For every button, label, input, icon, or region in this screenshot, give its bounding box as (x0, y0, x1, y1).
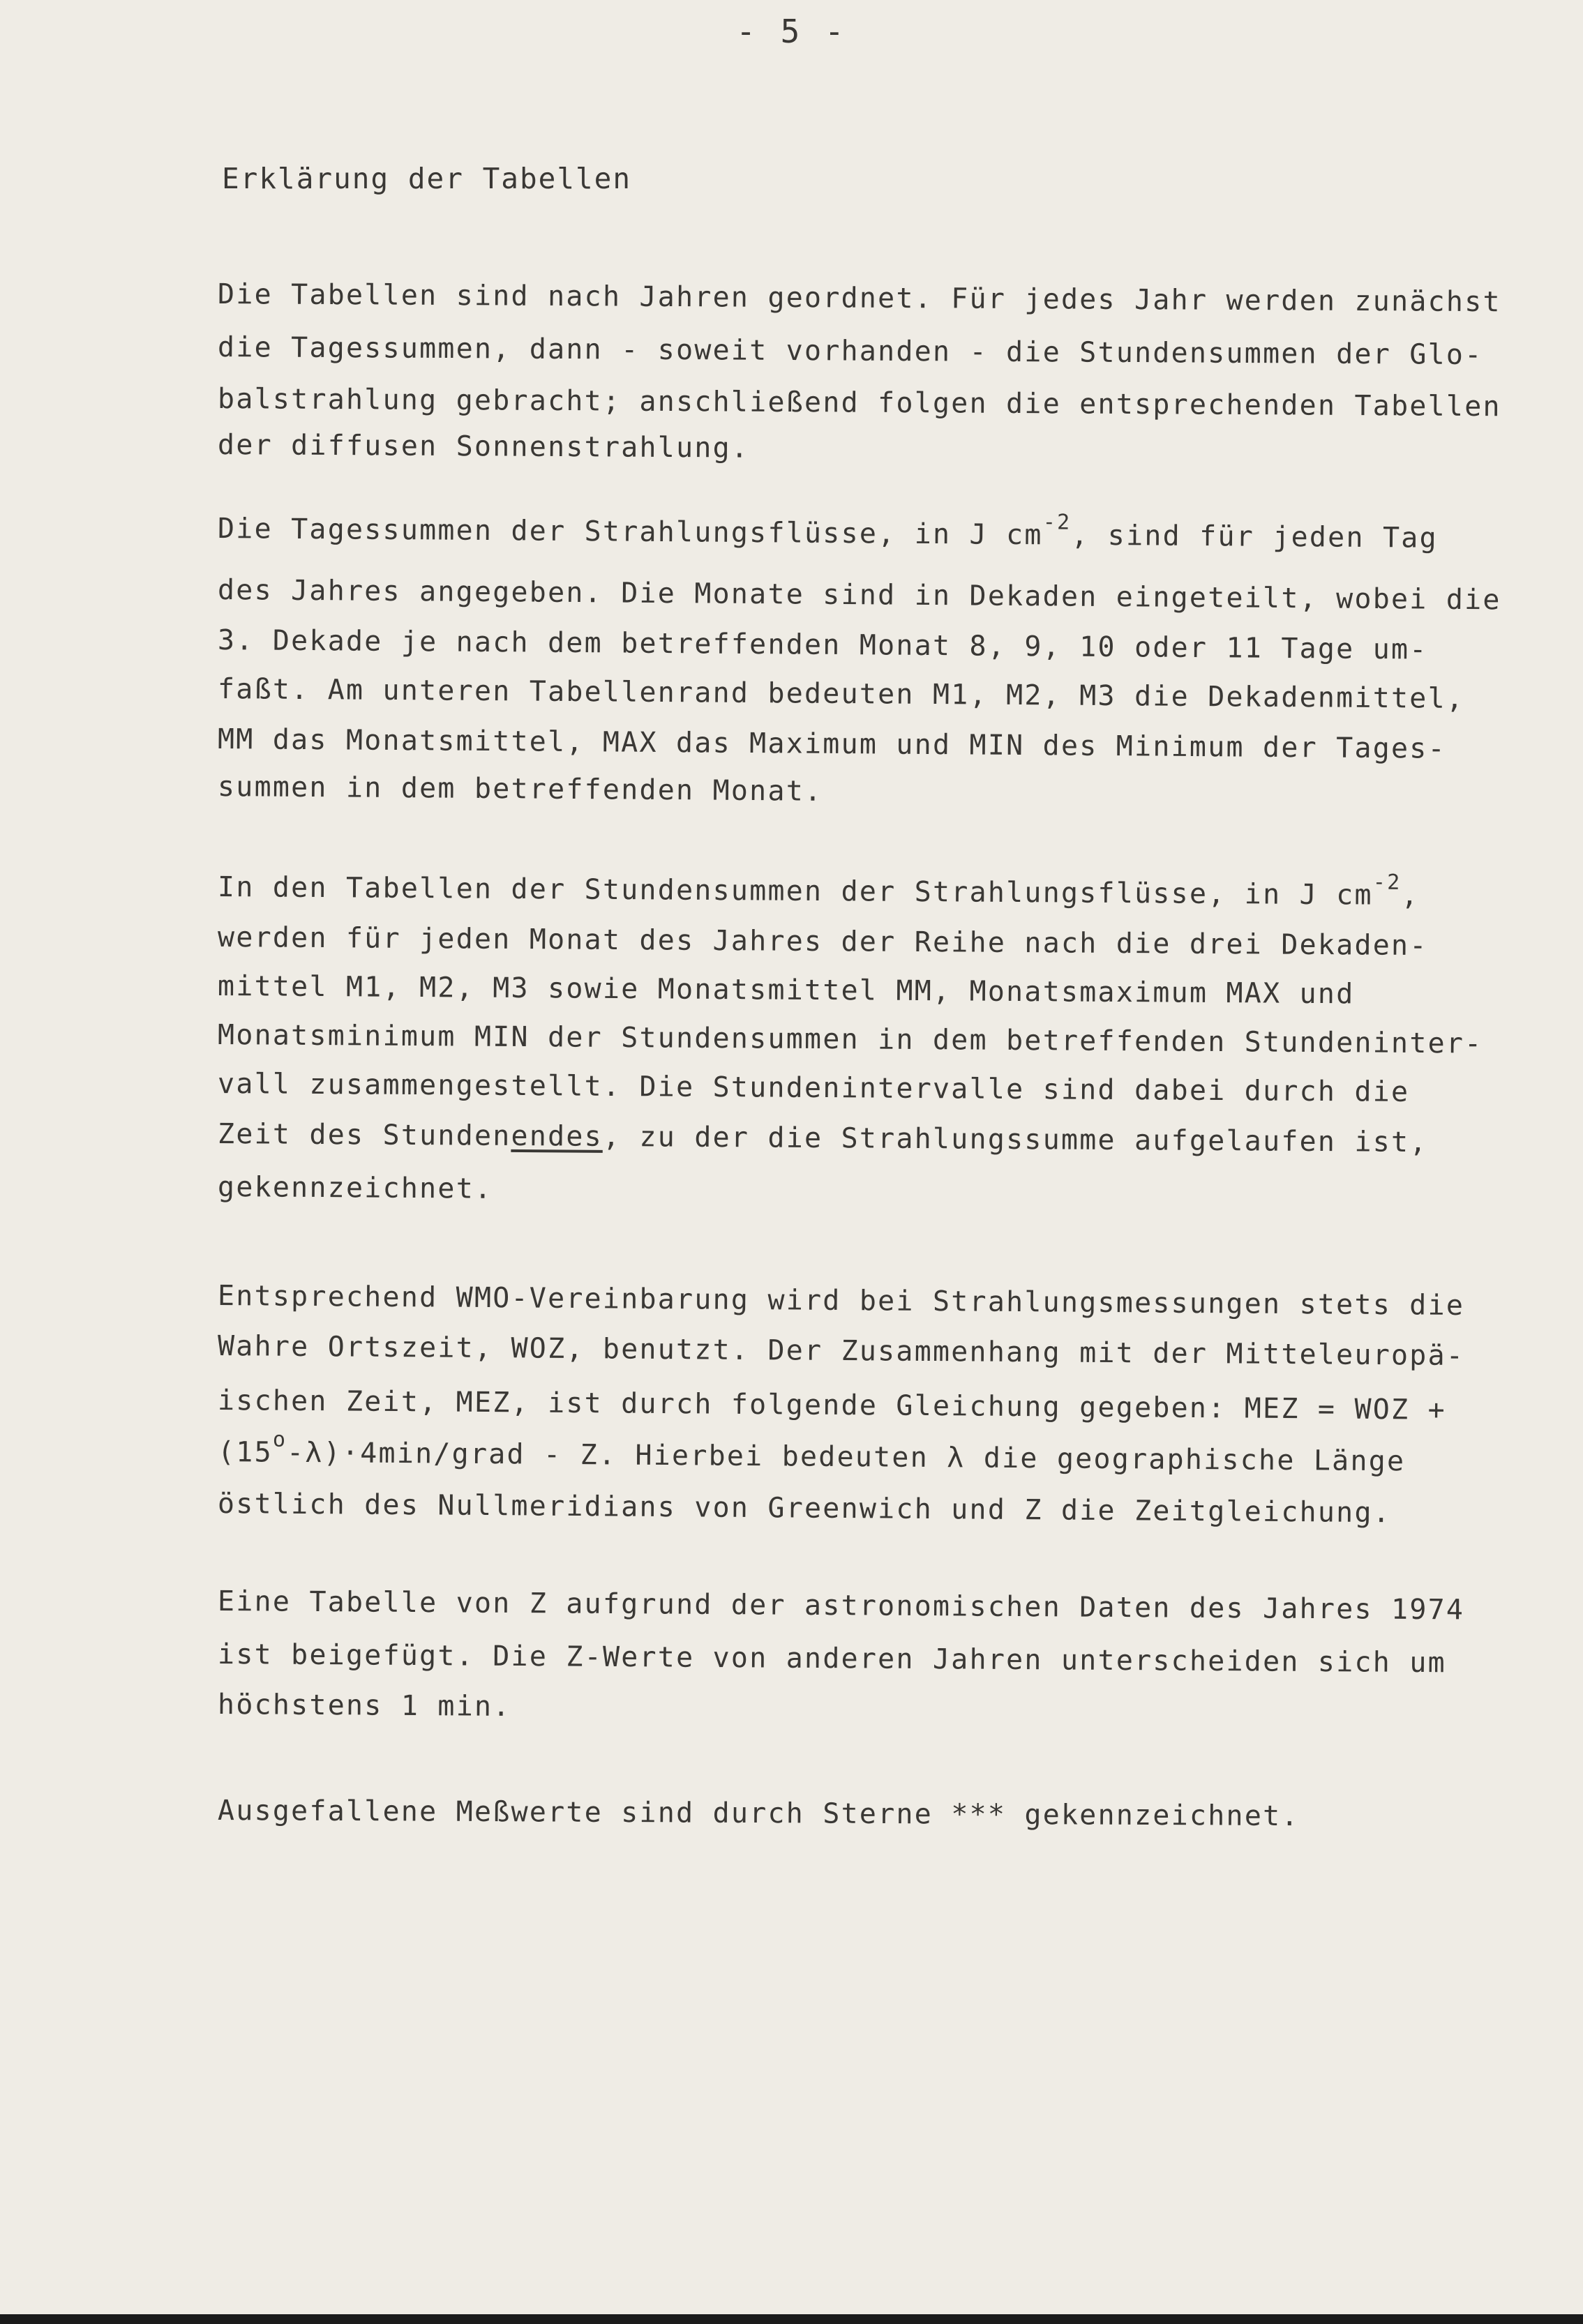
paragraph-5-line-1: Eine Tabelle von Z aufgrund der astronomischen Daten des Jahres 1974 (217, 1585, 1465, 1627)
paragraph-3-line-2: werden für jeden Monat des Jahres der Reihe nach die drei Dekaden- (217, 921, 1428, 963)
scan-bottom-edge (0, 2314, 1583, 2324)
page-number: - 5 - (736, 13, 847, 50)
paragraph-3-line-7: gekennzeichnet. (217, 1171, 493, 1205)
paragraph-3-line-1-rest: , (1401, 879, 1420, 912)
paragraph-1-line-4: der diffusen Sonnenstrahlung. (217, 429, 750, 465)
paragraph-1-line-1: Die Tabellen sind nach Jahren geordnet. Für jedes Jahr werden zunächst (217, 278, 1501, 319)
exponent-superscript: -2 (1372, 870, 1402, 895)
paragraph-3-line-6 (217, 1118, 1428, 1159)
paragraph-1-line-2: die Tagessummen, dann - soweit vorhanden - die Stundensummen der Glo- (217, 331, 1483, 372)
underlined-word: endes (511, 1119, 603, 1153)
paragraph-3-line-6-rest: , zu der die Strahlungssumme aufgelaufen ist, (602, 1120, 1428, 1159)
paragraph-3-line-6-text: Zeit des Stunden (217, 1118, 511, 1152)
paragraph-4-line-2: Wahre Ortszeit, WOZ, benutzt. Der Zusammenhang mit der Mitteleuropä- (217, 1330, 1465, 1373)
paragraph-4-line-3: ischen Zeit, MEZ, ist durch folgende Gleichung gegeben: MEZ = WOZ + (217, 1384, 1447, 1426)
paragraph-2-line-1-rest: , sind für jeden Tag (1071, 519, 1439, 554)
paragraph-4-line-4-rest: -λ)·4min/grad - Z. Hierbei bedeuten λ die geographische Länge (286, 1436, 1406, 1478)
paragraph-4-line-5: östlich des Nullmeridians von Greenwich und Z die Zeitgleichung. (217, 1488, 1392, 1530)
paragraph-6-line-1: Ausgefallene Meßwerte sind durch Sterne *** gekennzeichnet. (217, 1795, 1300, 1833)
section-heading: Erklärung der Tabellen (222, 162, 632, 195)
paragraph-1-line-3: balstrahlung gebracht; anschließend folgen die entsprechenden Tabellen (217, 383, 1501, 423)
exponent-superscript: -2 (1042, 510, 1072, 535)
paragraph-4-line-1: Entsprechend WMO-Vereinbarung wird bei Strahlungsmessungen stets die (217, 1280, 1465, 1322)
paragraph-3-line-3: mittel M1, M2, M3 sowie Monatsmittel MM, Monatsmaximum MAX und (217, 970, 1355, 1011)
paragraph-3-line-1-text: In den Tabellen der Stundensummen der Strahlungsflüsse, in J cm (217, 871, 1373, 912)
paragraph-5-line-2: ist beigefügt. Die Z-Werte von anderen Jahren unterscheiden sich um (217, 1638, 1447, 1680)
paragraph-2-line-3: 3. Dekade je nach dem betreffenden Monat 8, 9, 10 oder 11 Tage um- (217, 624, 1428, 666)
paragraph-2-line-1-text: Die Tagessummen der Strahlungsflüsse, in J cm (217, 513, 1043, 552)
degree-superscript: o (272, 1427, 287, 1452)
paragraph-2-line-6: summen in dem betreffenden Monat. (217, 771, 823, 808)
paragraph-3-line-5: vall zusammengestellt. Die Stundenintervalle sind dabei durch die (217, 1068, 1410, 1108)
paragraph-3-line-1 (217, 870, 1420, 912)
paragraph-5-line-3: höchstens 1 min. (217, 1689, 511, 1723)
paragraph-3-line-4: Monatsminimum MIN der Stundensummen in dem betreffenden Stundeninter- (217, 1019, 1483, 1060)
paragraph-4-line-4-text: (15 (217, 1436, 273, 1469)
paragraph-4-line-4 (217, 1427, 1406, 1478)
paragraph-2-line-4: faßt. Am unteren Tabellenrand bedeuten M1, M2, M3 die Dekadenmittel, (217, 673, 1465, 716)
paragraph-2-line-2: des Jahres angegeben. Die Monate sind in Dekaden eingeteilt, wobei die (217, 574, 1501, 617)
paragraph-2-line-1 (217, 510, 1439, 554)
paragraph-2-line-5: MM das Monatsmittel, MAX das Maximum und MIN des Minimum der Tages- (217, 723, 1447, 765)
